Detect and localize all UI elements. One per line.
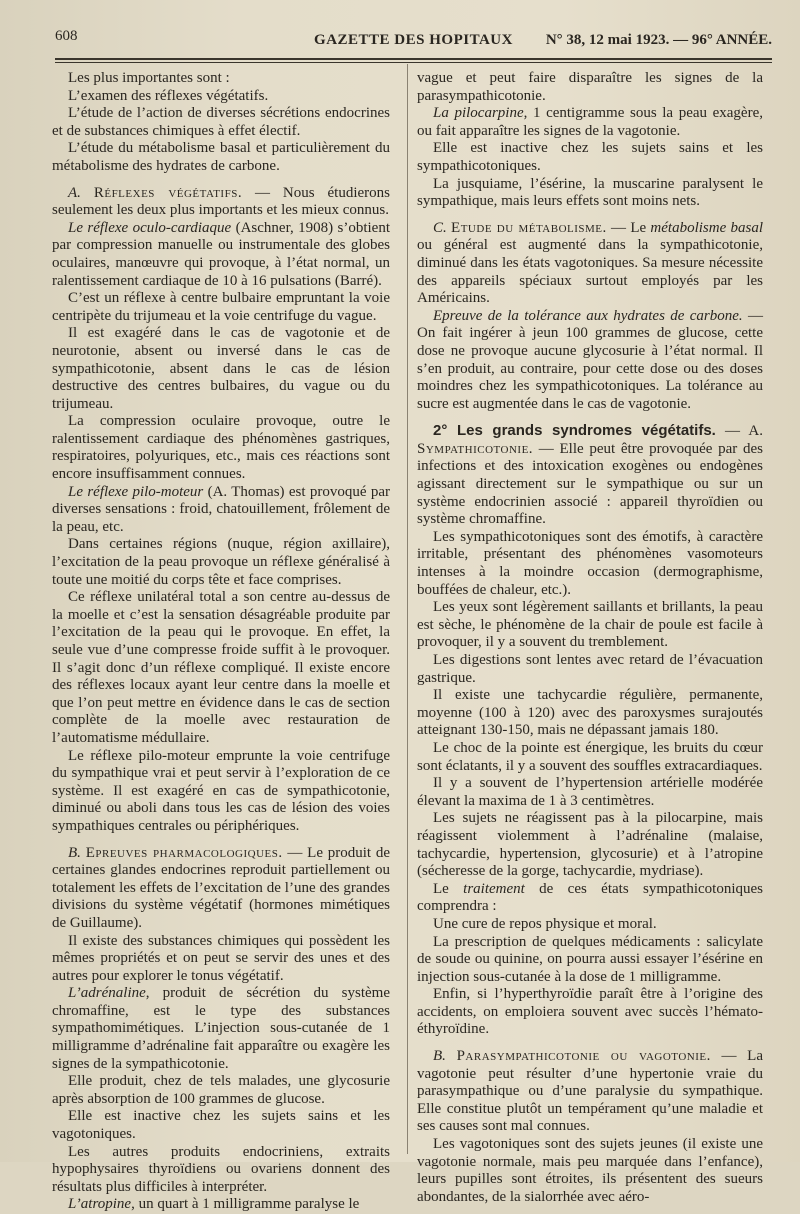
section-text: — Le produit de certaines glandes endocrines reproduit partiellement ou totalement les effets de l’excitation de l’une des grandes divisions du système végétatif (hormones mimétiques de Guillaume). bbox=[52, 844, 391, 931]
paragraph-text: , 1 centigramme sous la peau exagère, ou fait apparaître les signes de la vagotonie. bbox=[417, 105, 763, 139]
right-column bbox=[417, 70, 763, 1206]
section-heading: 2° Les grands syndromes végétatifs. bbox=[433, 422, 716, 440]
journal-title: GAZETTE DES HOPITAUX bbox=[314, 32, 513, 48]
paragraph bbox=[417, 308, 763, 414]
section-letter: B. bbox=[433, 1048, 446, 1065]
paragraph: Les vagotoniques sont des sujets jeunes (il existe une vagotonie normale, mais peu marquée dans l’enfance), leurs pupilles sont étroites, ils présentent des sueurs abondantes, de la sialorrhée avec aéro- bbox=[417, 1136, 763, 1205]
paragraph: Les plus importantes sont : bbox=[68, 70, 230, 86]
paragraph: vague et peut faire disparaître les signes de la parasympathicotonie. bbox=[417, 70, 763, 104]
paragraph: Elle est inactive chez les sujets sains et les sympathicotoniques. bbox=[417, 140, 763, 174]
paragraph: Elle produit, chez de tels malades, une glycosurie après absorption de 100 grammes de glucose. bbox=[52, 1073, 390, 1107]
section-letter: C. bbox=[433, 219, 447, 236]
section-heading: Epreuves pharmacologiques. bbox=[85, 844, 283, 861]
running-header bbox=[55, 28, 772, 54]
section-letter: A. bbox=[68, 184, 81, 201]
term: métabolisme basal bbox=[650, 219, 763, 236]
paragraph-lead: Le bbox=[433, 880, 464, 897]
term: Le réflexe oculo-cardiaque bbox=[68, 219, 232, 236]
paragraph: La compression oculaire provoque, outre le ralentissement cardiaque des phénomènes gastriques, respiratoires, polyuriques, etc., mais ces réactions sont encore insuffisamment connues. bbox=[52, 413, 390, 483]
paragraph bbox=[417, 105, 763, 140]
paragraph: Ce réflexe unilatéral total a son centre au-dessus de la moelle et c’est la sensation désagréable produite par l’excitation de la peau qui le provoque. En effet, la seule vue d’une compresse froide suffit à le provoquer. Il s’agit donc d’un réflexe compliqué. Il existe encore des réflexes locaux ayant leur centre dans la moelle et que l’on peut mettre en évidence dans le cas de section complète de la moelle avec restauration de l’automatisme médullaire. bbox=[52, 589, 390, 746]
term: traitement bbox=[463, 880, 525, 897]
header-rule-thick bbox=[55, 58, 772, 60]
issue-info: N° 38, 12 mai 1923. — 96° ANNÉE. bbox=[545, 32, 772, 48]
paragraph: Elle est inactive chez les sujets sains et les vagotoniques. bbox=[52, 1108, 390, 1143]
paragraph: Il y a souvent de l’hypertension artérielle modérée élevant la maxima de 1 à 3 centimètres. bbox=[417, 775, 763, 809]
term: Epreuve de la tolérance aux hydrates de carbone. bbox=[433, 307, 743, 324]
paragraph: C’est un réflexe à centre bulbaire empruntant la voie centripète du trijumeau et la voie centrifuge du vague. bbox=[52, 290, 390, 324]
section-c-paragraph bbox=[417, 220, 763, 308]
section-heading: Etude du métabolisme. bbox=[451, 219, 607, 236]
paragraph: Dans certaines régions (nuque, région axillaire), l’excitation de la peau provoque un réflexe généralisé à toute une moitié du corps tête et face comprises. bbox=[52, 536, 390, 588]
section-text: — Nous étudierons seulement les deux plus importants et les mieux connus. bbox=[52, 184, 391, 219]
paragraph: Il existe une tachycardie régulière, permanente, moyenne (100 à 120) avec des paroxysmes surajoutés atteignant 130-150, mais ne dépassant jamais 180. bbox=[417, 687, 763, 739]
paragraph: Enfin, si l’hyperthyroïdie paraît être à l’origine des accidents, on emploiera souvent avec succès l’hémato-éthyroïdine. bbox=[417, 986, 763, 1038]
paragraph: Les digestions sont lentes avec retard de l’évacuation gastrique. bbox=[417, 652, 763, 686]
section-text: — La vagotonie peut résulter d’une hypertonie vraie du parasympathique ou d’une paralysie du sympathique. Elle constitue plutôt un tempérament qu’une maladie et ses causes sont mal connues. bbox=[417, 1048, 763, 1135]
paragraph-text: , produit de sécrétion du système chromaffine, est le type des substances sympathomimétiques. L’injection sous-cutanée de 1 milligramme d’adrénaline fait apparaître ou exagère les signes de la sympathicotonie. bbox=[52, 985, 390, 1072]
paragraph: Les sympathicotoniques sont des émotifs, à caractère irritable, présentant des phénomènes vasomoteurs intenses à la moindre occasion (dermographisme, bouffées de chaleur, etc.). bbox=[417, 528, 763, 598]
column-divider bbox=[407, 64, 408, 1154]
paragraph: Il est exagéré dans le cas de vagotonie et de neurotonie, absent ou inversé dans le cas de sympathicotonie, absent dans le cas de lésion destructive des centres bulbaires, du vague ou du trijumeau. bbox=[52, 325, 390, 412]
page-number: 608 bbox=[55, 28, 78, 44]
term: Le réflexe pilo-moteur bbox=[68, 483, 204, 500]
paragraph: Les sujets ne réagissent pas à la pilocarpine, mais réagissent violemment à l’adrénaline (malaise, tachycardie, hypertension, glycosurie) et à l’atropine (sécheresse de la gorge, tachycardie, mydriase). bbox=[417, 810, 763, 880]
section-heading: Réflexes végétatifs. bbox=[93, 184, 243, 201]
paragraph: Il existe des substances chimiques qui possèdent les mêmes propriétés et on peut se servir des unes et des autres pour explorer le tonus végétatif. bbox=[52, 932, 390, 984]
paragraph bbox=[52, 484, 390, 537]
section-a-paragraph bbox=[52, 185, 390, 220]
paragraph bbox=[417, 881, 763, 916]
paragraph: L’étude de l’action de diverses sécrétions endocrines et de substances chimiques à effet électif. bbox=[52, 105, 390, 139]
paragraph: L’examen des réflexes végétatifs. bbox=[68, 87, 269, 104]
paragraph: La jusquiame, l’ésérine, la muscarine paralysent le sympathique, mais leurs effets sont moins nets. bbox=[417, 175, 763, 210]
paragraph bbox=[52, 220, 390, 290]
paragraph bbox=[52, 1196, 390, 1214]
section-b-vagotonie-paragraph bbox=[417, 1048, 763, 1136]
term: L’adrénaline bbox=[68, 985, 146, 1002]
paragraph-text: , un quart à 1 milligramme paralyse le bbox=[131, 1196, 360, 1213]
paragraph: Le réflexe pilo-moteur emprunte la voie centrifuge du sympathique vrai et peut servir à l’exploration de ce système. Il est exagéré en cas de sympathicotonie, diminué ou aboli dans tous les cas de lésion des voies sympathiques centrales ou périphériques. bbox=[52, 747, 390, 834]
section-2-paragraph bbox=[417, 422, 763, 529]
section-dash: — A. bbox=[715, 423, 763, 440]
paragraph-text: — On fait ingérer à jeun 100 grammes de glucose, cette dose ne provoque aucune glycosurie à l’état normal. Il s’en produit, au contraire, pour cette dose ou des doses moindres chez les sympathicotoniques. La tolérance au sucre est augmentée dans le cas de vagotonie. bbox=[417, 307, 763, 412]
subsection-heading: Sympathicotonie. bbox=[417, 440, 534, 457]
header-rule-thin bbox=[55, 62, 772, 63]
section-b-paragraph bbox=[52, 845, 390, 933]
paragraph: Une cure de repos physique et moral. bbox=[433, 915, 657, 932]
paragraph-text: (A. Thomas) est provoqué par diverses sensations : froid, chatouillement, frôlement de la peau, etc. bbox=[52, 483, 390, 535]
paragraph-text: (Aschner, 1908) s’obtient par compression manuelle ou instrumentale des globes oculaires, manœuvre qui provoque, à l’état normal, un ralentissement cardiaque de 10 à 16 pulsations (Barré). bbox=[52, 219, 390, 289]
paragraph: L’étude du métabolisme basal et particulièrement du métabolisme des hydrates de carbone. bbox=[52, 140, 390, 174]
term: L’atropine bbox=[68, 1196, 132, 1213]
paragraph: Le choc de la pointe est énergique, les bruits du cœur sont éclatants, il y a souvent des souffles extracardiaques. bbox=[417, 739, 763, 774]
left-column bbox=[52, 70, 390, 1214]
term: La pilocarpine bbox=[433, 105, 524, 122]
section-heading: Parasympathicotonie ou vagotonie. bbox=[456, 1048, 711, 1065]
paragraph bbox=[52, 985, 390, 1073]
paragraph: Les yeux sont légèrement saillants et brillants, la peau est sèche, le phénomène de la chair de poule est facile à provoquer, il y a souvent du tremblement. bbox=[417, 599, 763, 651]
section-text: — Elle peut être provoquée par des infections et des intoxication exogènes ou endogènes agissant directement sur le sympathique ou sur un système endocrinien associé : appareil thyroïdien ou système chromaffine. bbox=[417, 440, 763, 528]
paragraph-text: de ces états sympathicotoniques comprendra : bbox=[417, 880, 763, 915]
section-dash: — Le bbox=[606, 219, 651, 236]
paragraph: La prescription de quelques médicaments : salicylate de soude ou quinine, on pourra aussi essayer l’ésérine en injection sous-cutanée à la dose de 1 milligramme. bbox=[417, 933, 763, 985]
section-letter: B. bbox=[68, 844, 81, 861]
section-text: ou général est augmenté dans la sympathicotonie, diminué dans les états vagotoniques. Sa mesure nécessite des appareils spéciaux surtout employés par les Américains. bbox=[417, 237, 763, 307]
paragraph: Les autres produits endocriniens, extraits hypophysaires thyroïdiens ou ovariens donnent des résultats plus difficiles à interpréter. bbox=[52, 1143, 390, 1195]
